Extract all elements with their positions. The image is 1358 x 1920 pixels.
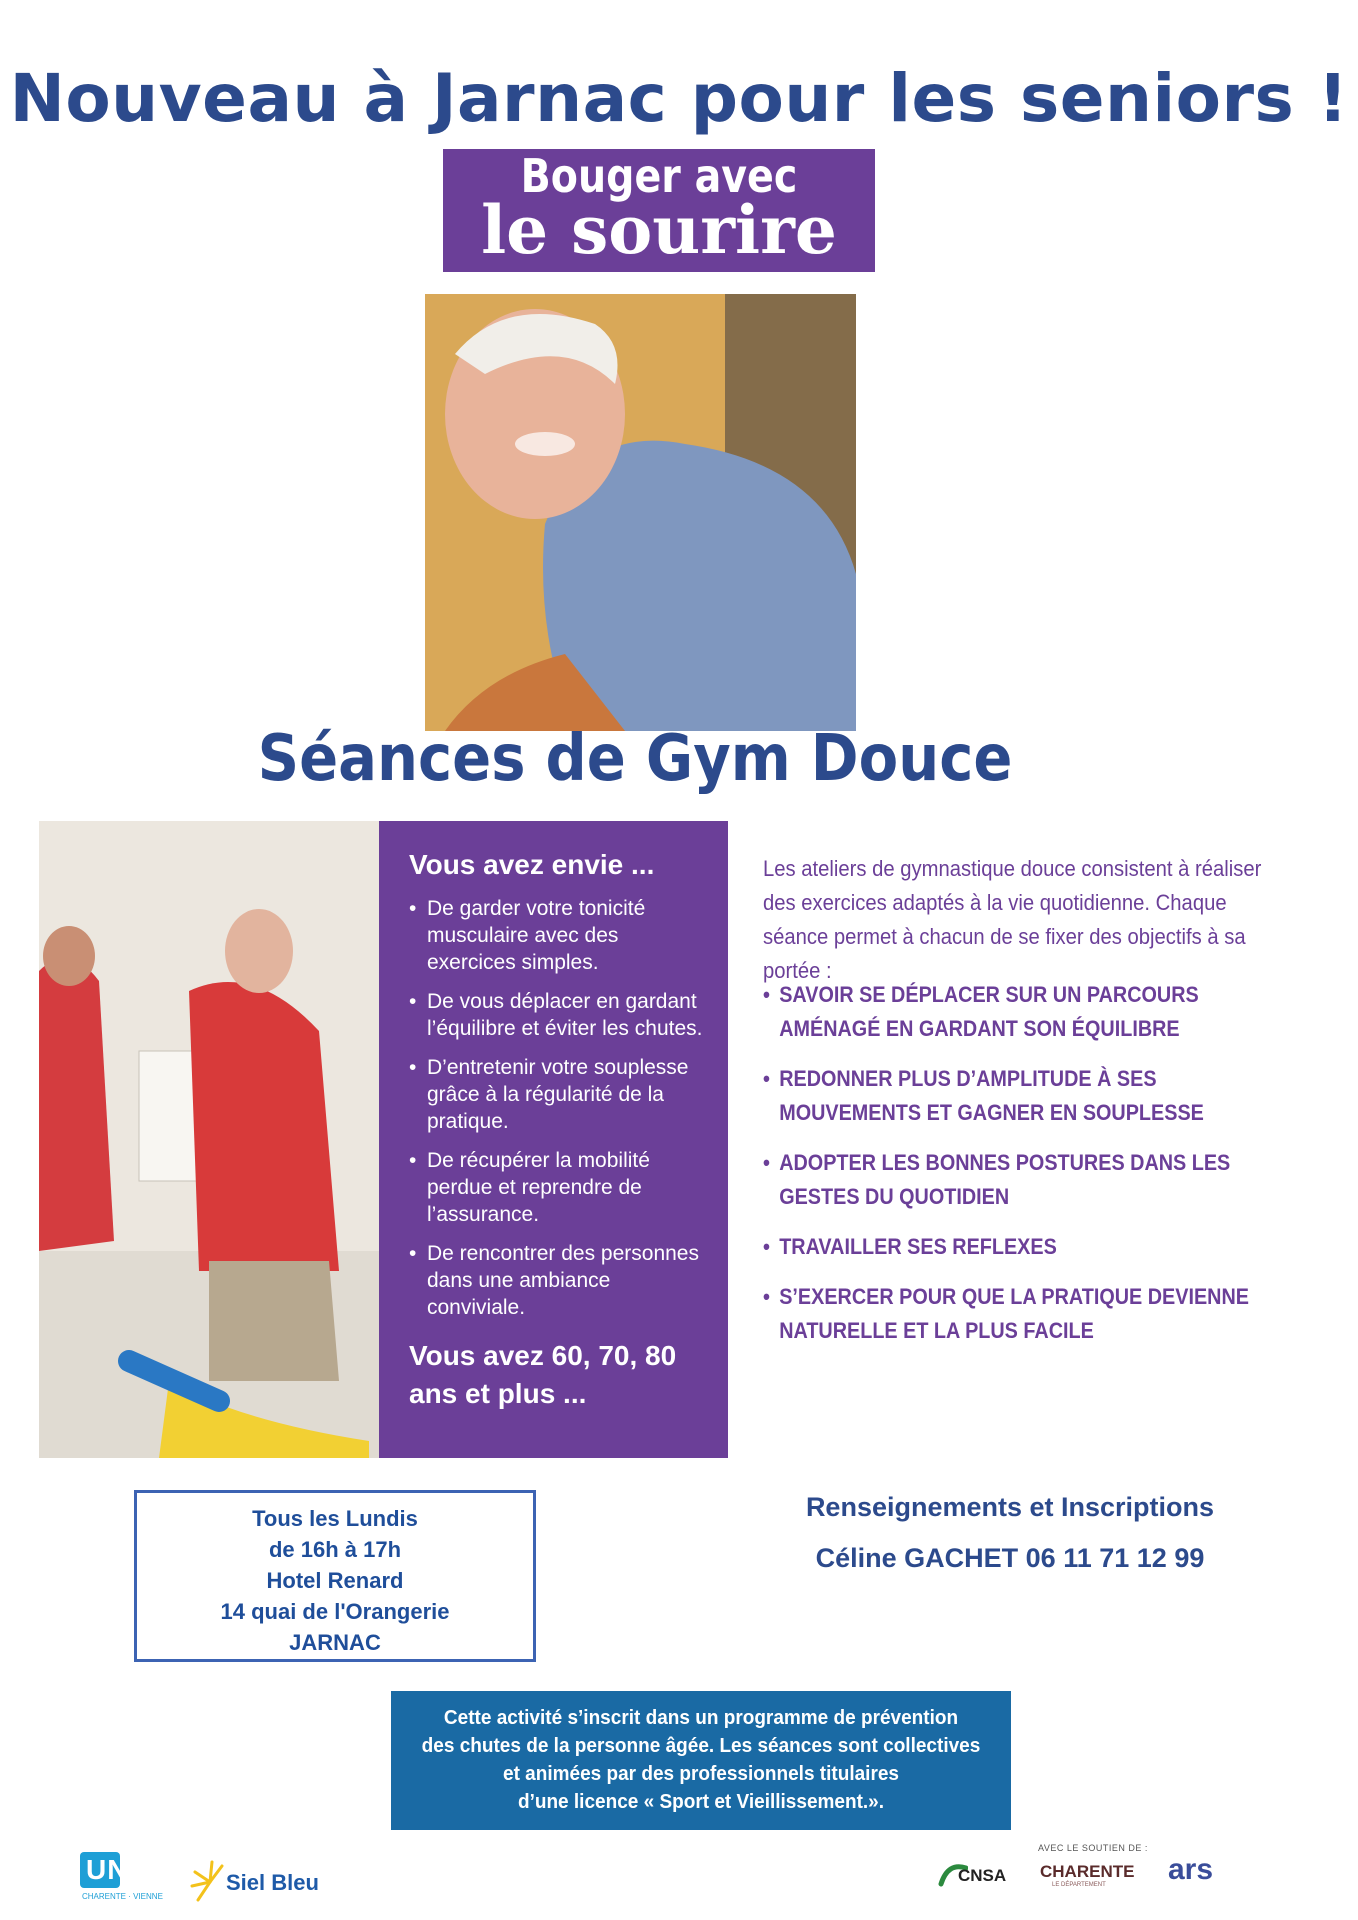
siel-bleu-logo-text: Siel Bleu <box>226 1870 319 1895</box>
slogan-line-1: Bouger avec <box>520 149 798 203</box>
slogan-banner <box>443 149 875 272</box>
prevention-notice <box>391 1691 1011 1830</box>
prevention-line: Cette activité s’inscrit dans un programme de prévention <box>443 1707 959 1729</box>
una-logo-text: UNA <box>86 1854 150 1885</box>
contact-block <box>760 1490 1260 1575</box>
charente-logo-subtitle: LE DÉPARTEMENT <box>1052 1882 1106 1888</box>
intro-paragraph: Les ateliers de gymnastique douce consistent à réaliser des exercices adaptés à la vie quotidienne. Chaque séance permet à chacun de se fixer des objectifs à sa portée : <box>763 856 1262 983</box>
objective-item: • TRAVAILLER SES REFLEXES <box>763 1230 1294 1264</box>
prevention-line: d’une licence « Sport et Vieillissement.». <box>517 1791 885 1813</box>
cnsa-logo <box>938 1856 1018 1896</box>
una-logo-subtitle: CHARENTE · VIENNE <box>82 1892 163 1901</box>
schedule-city: JARNAC <box>289 1630 381 1655</box>
age-target-text: Vous avez 60, 70, 80 ans et plus ... <box>409 1340 677 1409</box>
contact-phone: Céline GACHET 06 11 71 12 99 <box>815 1543 1205 1573</box>
cnsa-logo-text: CNSA <box>958 1866 1007 1885</box>
senior-man-photo <box>425 294 856 731</box>
contact-title: Renseignements et Inscriptions <box>805 1492 1215 1522</box>
envie-title: Vous avez envie ... <box>409 849 655 880</box>
charente-logo-text: CHARENTE <box>1040 1862 1135 1881</box>
senior-woman-exercise-photo <box>39 821 379 1458</box>
envie-panel <box>379 821 728 1458</box>
objective-item: • ADOPTER LES BONNES POSTURES DANS LES GESTES DU QUOTIDIEN <box>763 1146 1294 1214</box>
objectives-list <box>763 978 1353 1364</box>
envie-item: • De récupérer la mobilité perdue et reprendre de l’assurance. <box>409 1147 710 1228</box>
ars-logo <box>1168 1853 1238 1898</box>
envie-item: • De vous déplacer en gardant l’équilibre et éviter les chutes. <box>409 988 710 1042</box>
slogan-line-2: le sourire <box>481 191 837 269</box>
ars-logo-text: ars <box>1168 1853 1214 1886</box>
schedule-time: de 16h à 17h <box>268 1537 402 1562</box>
siel-bleu-logo <box>190 1852 320 1912</box>
charente-logo <box>1040 1862 1150 1892</box>
schedule-address: 14 quai de l'Orangerie <box>220 1599 450 1624</box>
schedule-day: Tous les Lundis <box>252 1506 418 1531</box>
section-title: Séances de Gym Douce <box>257 722 1013 796</box>
objective-item: • S’EXERCER POUR QUE LA PRATIQUE DEVIENNE NATURELLE ET LA PLUS FACILE <box>763 1280 1294 1348</box>
page-title: Nouveau à Jarnac pour les seniors ! <box>9 60 1349 137</box>
una-logo <box>80 1852 170 1902</box>
prevention-line: et animées par des professionnels titulaires <box>502 1763 899 1785</box>
schedule-place: Hotel Renard <box>266 1568 404 1593</box>
support-label: AVEC LE SOUTIEN DE : <box>1038 1843 1148 1853</box>
sun-icon <box>190 1852 230 1912</box>
schedule-box <box>134 1490 536 1662</box>
envie-item: • De garder votre tonicité musculaire avec des exercices simples. <box>409 895 710 976</box>
objective-item: • SAVOIR SE DÉPLACER SUR UN PARCOURS AMÉNAGÉ EN GARDANT SON ÉQUILIBRE <box>763 978 1294 1046</box>
envie-item: • D’entretenir votre souplesse grâce à la régularité de la pratique. <box>409 1054 710 1135</box>
prevention-line: des chutes de la personne âgée. Les séances sont collectives <box>421 1735 981 1757</box>
objective-item: • REDONNER PLUS D’AMPLITUDE À SES MOUVEMENTS ET GAGNER EN SOUPLESSE <box>763 1062 1294 1130</box>
envie-item: • De rencontrer des personnes dans une ambiance conviviale. <box>409 1240 710 1321</box>
